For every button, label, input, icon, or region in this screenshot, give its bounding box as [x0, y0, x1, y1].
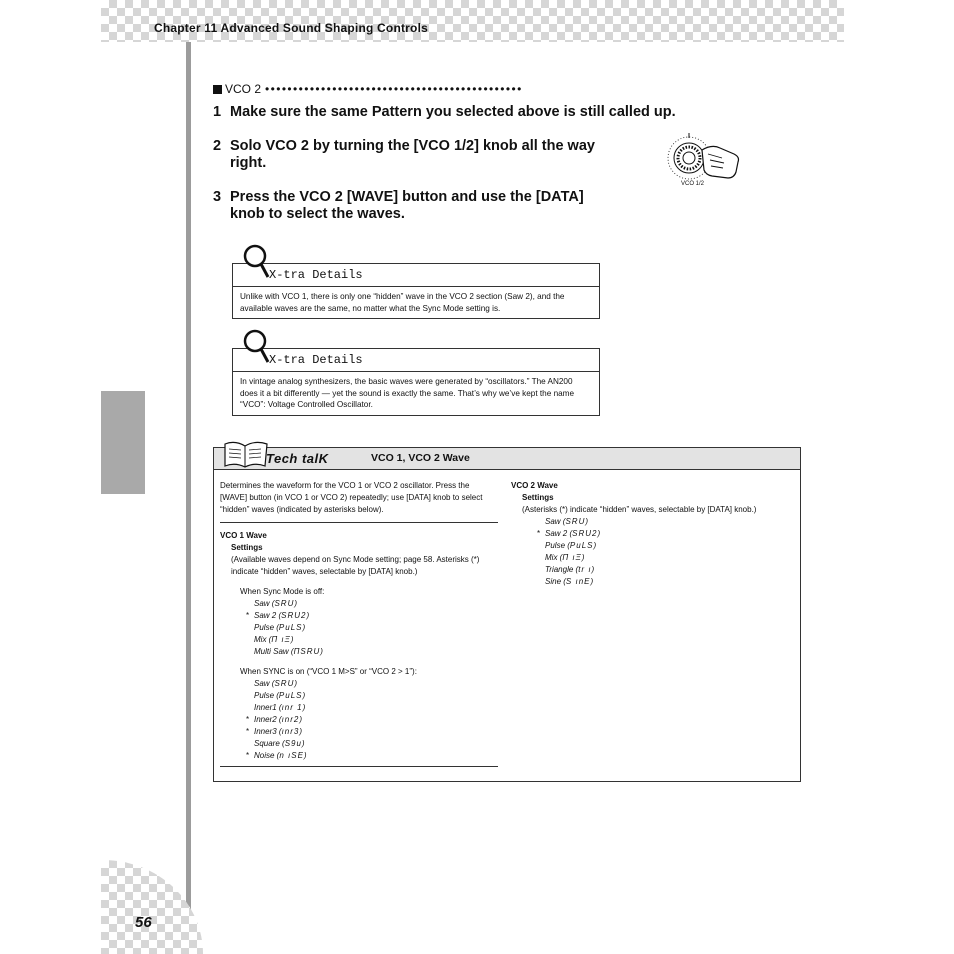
step-text: Press the VCO 2 [WAVE] button and use the [DATA] knob to select the waves.	[230, 189, 584, 222]
xtra-body: Unlike with VCO 1, there is only one “hidden” wave in the VCO 2 section (Saw 2), and the available waves are the same, no matter what the Sync Mode setting is.	[240, 292, 565, 313]
wave-item	[511, 540, 791, 552]
step-text: Make sure the same Pattern you selected above is still called up.	[230, 104, 676, 120]
xtra-details-box-1	[232, 263, 600, 319]
vco2-column	[511, 480, 791, 588]
wave-name: Saw 2	[254, 611, 277, 620]
section-label: VCO 2	[225, 82, 262, 96]
paren-open: (	[561, 577, 566, 586]
vco1-column	[220, 480, 498, 774]
vco1-settings-label: Settings	[231, 543, 263, 552]
vco2-wave-list	[511, 516, 791, 588]
wave-name: Saw 2	[545, 529, 568, 538]
wave-item	[511, 576, 791, 588]
wave-item	[511, 552, 791, 564]
magnifier-icon	[241, 329, 275, 365]
wave-display-code: PuLS	[569, 541, 594, 550]
paren-close: )	[306, 611, 310, 620]
step-2	[213, 138, 613, 172]
wave-display-code: SRU2	[572, 529, 598, 538]
paren-close: )	[294, 599, 298, 608]
wave-display-code: PuLS	[278, 691, 303, 700]
paren-open: (	[276, 703, 282, 712]
paren-open: (	[269, 679, 275, 688]
paren-close: )	[299, 715, 303, 724]
wave-item	[220, 738, 498, 750]
hidden-wave-asterisk: *	[246, 727, 250, 736]
hidden-wave-asterisk: *	[246, 611, 250, 620]
paren-close: )	[303, 751, 307, 760]
vco2-settings-label: Settings	[522, 493, 554, 502]
wave-item	[220, 610, 498, 622]
paren-close: )	[593, 541, 597, 550]
wave-display-code: ΠSRU	[293, 647, 321, 656]
section-dots: ••••••••••••••••••••••••••••••••••••••••••••••	[265, 82, 523, 96]
paren-close: )	[301, 739, 305, 748]
wave-name: Square	[254, 739, 280, 748]
wave-display-code: n ıSE	[279, 751, 304, 760]
paren-open: (	[266, 635, 272, 644]
step-1	[213, 104, 773, 121]
paren-open: (	[567, 529, 573, 538]
vco1-note: (Available waves depend on Sync Mode setting; page 58. Asterisks (*) indicate “hidden” waves, selectable by [DATA] knob.)	[231, 555, 480, 576]
paren-close: )	[591, 565, 595, 574]
wave-display-code: ınr 1	[281, 703, 303, 712]
wave-name: Multi Saw	[254, 647, 289, 656]
wave-item	[511, 516, 791, 528]
magnifier-icon	[241, 244, 275, 280]
vco2-note: (Asterisks (*) indicate “hidden” waves, selectable by [DATA] knob.)	[522, 505, 757, 514]
step-number: 3	[213, 189, 222, 205]
wave-name: Pulse	[545, 541, 566, 550]
paren-close: )	[585, 517, 589, 526]
wave-item	[220, 634, 498, 646]
xtra-details-box-2	[232, 348, 600, 416]
tech-talk-box	[213, 447, 801, 782]
wave-display-code: S9u	[284, 739, 302, 748]
wave-item	[220, 678, 498, 690]
paren-close: )	[302, 623, 306, 632]
section-heading	[213, 82, 523, 96]
paren-open: (	[557, 553, 563, 562]
side-tab	[101, 391, 145, 494]
wave-name: Pulse	[254, 691, 275, 700]
wave-item	[511, 528, 791, 540]
paren-open: (	[560, 517, 566, 526]
wave-item	[220, 646, 498, 658]
wave-display-code: S ınE	[565, 577, 591, 586]
tech-talk-intro: Determines the waveform for the VCO 1 or VCO 2 oscillator. Press the [WAVE] button (in VCO 1 or VCO 2) repeatedly; use [DATA] knob to select “hidden” waves (indicated by asterisks below).	[220, 481, 483, 514]
paren-open: (	[279, 739, 285, 748]
wave-name: Saw	[545, 517, 561, 526]
wave-display-code: SRU	[274, 679, 295, 688]
wave-name: Inner2	[254, 715, 277, 724]
wave-name: Mix	[545, 553, 558, 562]
sync-on-wave-list	[220, 678, 498, 762]
wave-display-code: SRU	[274, 599, 295, 608]
paren-open: (	[269, 599, 275, 608]
wave-display-code: tr ı	[578, 565, 592, 574]
paren-close: )	[597, 529, 601, 538]
wave-item	[220, 726, 498, 738]
wave-item	[220, 750, 498, 762]
wave-name: Saw	[254, 679, 270, 688]
hidden-wave-asterisk: *	[246, 715, 250, 724]
step-3	[213, 189, 613, 223]
hidden-wave-asterisk: *	[246, 751, 250, 760]
wave-display-code: PuLS	[278, 623, 303, 632]
paren-close: )	[302, 691, 306, 700]
sync-off-label: When Sync Mode is off:	[240, 587, 325, 596]
knob-hand-icon	[664, 130, 744, 190]
paren-close: )	[299, 727, 303, 736]
step-number: 2	[213, 138, 222, 154]
paren-open: (	[565, 541, 570, 550]
wave-name: Sine	[545, 577, 562, 586]
wave-name: Mix	[254, 635, 267, 644]
open-book-icon	[222, 438, 270, 468]
wave-name: Inner1	[254, 703, 277, 712]
wave-name: Inner3	[254, 727, 277, 736]
wave-item	[220, 598, 498, 610]
paren-close: )	[290, 635, 294, 644]
wave-display-code: Π ıΞ	[271, 635, 291, 644]
knob-label: VCO 1/2	[681, 181, 705, 187]
tech-talk-title: VCO 1, VCO 2 Wave	[371, 452, 470, 464]
paren-open: (	[276, 611, 282, 620]
margin-rule	[186, 42, 191, 954]
paren-open: (	[276, 715, 282, 724]
square-bullet-icon	[213, 85, 222, 94]
wave-display-code: ınr3	[281, 727, 300, 736]
tech-talk-header	[214, 448, 800, 470]
step-number: 1	[213, 104, 222, 120]
paren-close: )	[294, 679, 298, 688]
sync-off-wave-list	[220, 598, 498, 658]
xtra-title: X-tra Details	[233, 349, 599, 372]
divider	[220, 522, 498, 523]
paren-close: )	[302, 703, 306, 712]
paren-open: (	[288, 647, 294, 656]
wave-name: Noise	[254, 751, 275, 760]
wave-name: Saw	[254, 599, 270, 608]
paren-close: )	[581, 553, 585, 562]
wave-display-code: Π ıΞ	[562, 553, 582, 562]
paren-close: )	[320, 647, 323, 656]
wave-name: Pulse	[254, 623, 275, 632]
xtra-body: In vintage analog synthesizers, the basic waves were generated by “oscillators.” The AN200 does it a bit differently — yet the sound is exactly the same. That’s why we’ve kept the name “VCO”: Voltage Controlled Oscillator.	[240, 377, 575, 409]
wave-item	[220, 622, 498, 634]
wave-item	[511, 564, 791, 576]
wave-item	[220, 702, 498, 714]
paren-open: (	[274, 751, 280, 760]
sync-on-label: When SYNC is on (“VCO 1 M>S” or “VCO 2 > 1”):	[240, 667, 417, 676]
paren-open: (	[573, 565, 579, 574]
hidden-wave-asterisk: *	[537, 529, 541, 538]
page-number: 56	[135, 914, 152, 931]
vco1-heading: VCO 1 Wave	[220, 531, 267, 540]
paren-open: (	[274, 623, 279, 632]
wave-name: Triangle	[545, 565, 574, 574]
paren-open: (	[274, 691, 279, 700]
step-text: Solo VCO 2 by turning the [VCO 1/2] knob all the way right.	[230, 138, 595, 171]
wave-item	[220, 690, 498, 702]
wave-display-code: SRU2	[281, 611, 307, 620]
xtra-title: X-tra Details	[233, 264, 599, 287]
paren-close: )	[590, 577, 594, 586]
chapter-title: Chapter 11 Advanced Sound Shaping Controls	[154, 21, 428, 35]
paren-open: (	[276, 727, 282, 736]
wave-display-code: SRU	[565, 517, 586, 526]
wave-display-code: ınr2	[281, 715, 300, 724]
wave-item	[220, 714, 498, 726]
tech-talk-label: Tech talK	[266, 451, 329, 466]
vco2-heading: VCO 2 Wave	[511, 481, 558, 490]
divider	[220, 766, 498, 767]
